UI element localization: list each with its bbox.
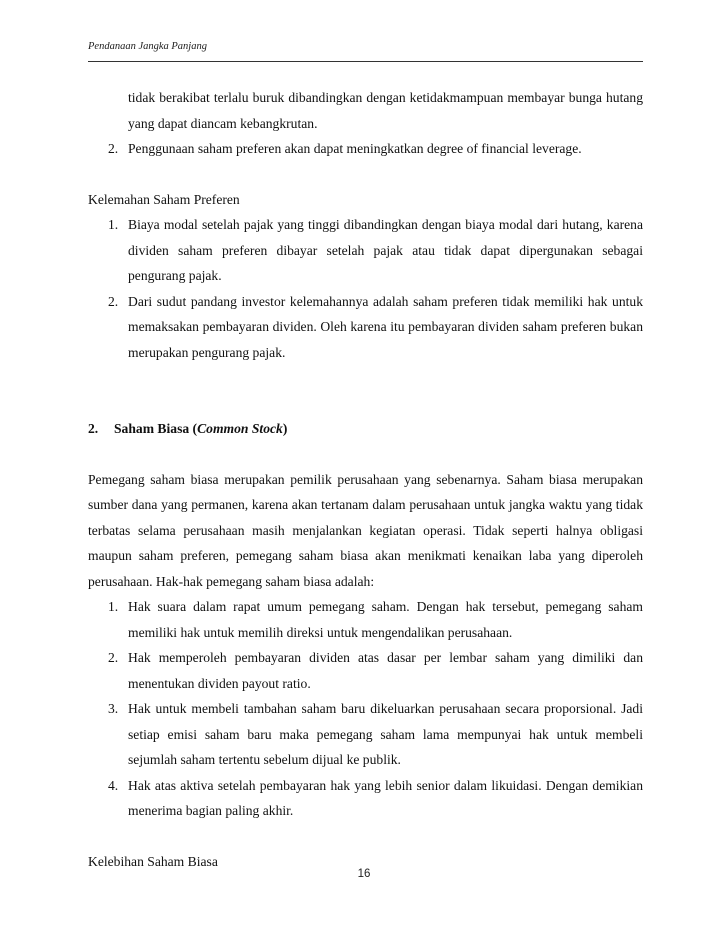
list-item (88, 289, 643, 366)
header-divider (88, 61, 643, 62)
section-number: 2. (88, 421, 99, 436)
list-text: Dari sudut pandang investor kelemahannya adalah saham preferen tidak memiliki hak untuk memaksakan pembayaran dividen. Oleh karena itu pembayaran dividen saham preferen bukan merupakan pengurang pajak. (128, 293, 643, 360)
preferen-advantages-list-tail (88, 136, 643, 162)
list-text: Hak atas aktiva setelah pembayaran hak yang lebih senior dalam likuidasi. Dengan demikian menerima bagian paling akhir. (128, 777, 643, 818)
list-item (88, 594, 643, 645)
list-text: Hak suara dalam rapat umum pemegang saham. Dengan hak tersebut, pemegang saham memiliki hak untuk memilih direksi untuk mengendalikan perusahaan. (128, 599, 643, 640)
list-item (88, 212, 643, 289)
list-number: 2. (108, 141, 119, 156)
kelemahan-preferen-list (88, 212, 643, 365)
list-number: 1. (108, 217, 119, 232)
list-item (88, 136, 643, 162)
page-body (88, 85, 643, 874)
section-title-close: ) (282, 421, 288, 436)
running-header: Pendanaan Jangka Panjang (88, 41, 207, 52)
list-number: 4. (108, 777, 119, 793)
section-heading-saham-biasa (88, 416, 643, 442)
section-intro-paragraph: Pemegang saham biasa merupakan pemilik perusahaan yang sebenarnya. Saham biasa merupakan sumber dana yang permanen, karena akan tertanam dalam perusahaan untuk jangka waktu yang tidak terbatas selama perusahaan masih menjalankan kegiatan operasi. Tidak seperti halnya obligasi maupun saham preferen, pemegang saham biasa akan menikmati kenaikan laba yang diperoleh perusahaan. Hak-hak pemegang saham biasa adalah: (88, 471, 643, 589)
section-title-italic: Common Stock (197, 421, 283, 436)
subheading-kelemahan-preferen: Kelemahan Saham Preferen (88, 191, 240, 207)
list-number: 3. (108, 701, 119, 716)
page-number: 16 (357, 868, 371, 880)
list-item (88, 645, 643, 696)
list-number: 2. (108, 650, 119, 665)
subheading-kelebihan-biasa: Kelebihan Saham Biasa (88, 853, 218, 869)
list-text: Hak memperoleh pembayaran dividen atas dasar per lembar saham yang dimiliki dan menentukan dividen payout ratio. (128, 650, 643, 691)
list-item (88, 773, 643, 824)
list-number: 2. (108, 293, 119, 309)
list-item (88, 696, 643, 773)
list-text: Hak untuk membeli tambahan saham baru dikeluarkan perusahaan secara proporsional. Jadi setiap emisi saham baru maka pemegang saham lama mempunyai hak untuk membeli sejumlah saham tertentu sebelum dijual ke publik. (128, 701, 643, 767)
section-title-text: Saham Biasa ( (114, 421, 198, 436)
list-number: 1. (108, 599, 119, 614)
shareholder-rights-list (88, 594, 643, 824)
list-text: Biaya modal setelah pajak yang tinggi dibandingkan dengan biaya modal dari hutang, karena dividen saham preferen dibayar setelah pajak atau tidak dapat dipergunakan sebagai pengurang pajak. (128, 217, 643, 283)
list-text: Penggunaan saham preferen akan dapat meningkatkan degree of financial leverage. (128, 141, 582, 156)
continued-paragraph: tidak berakibat terlalu buruk dibandingkan dengan ketidakmampuan membayar bunga hutang yang dapat diancam kebangkrutan. (128, 90, 643, 131)
